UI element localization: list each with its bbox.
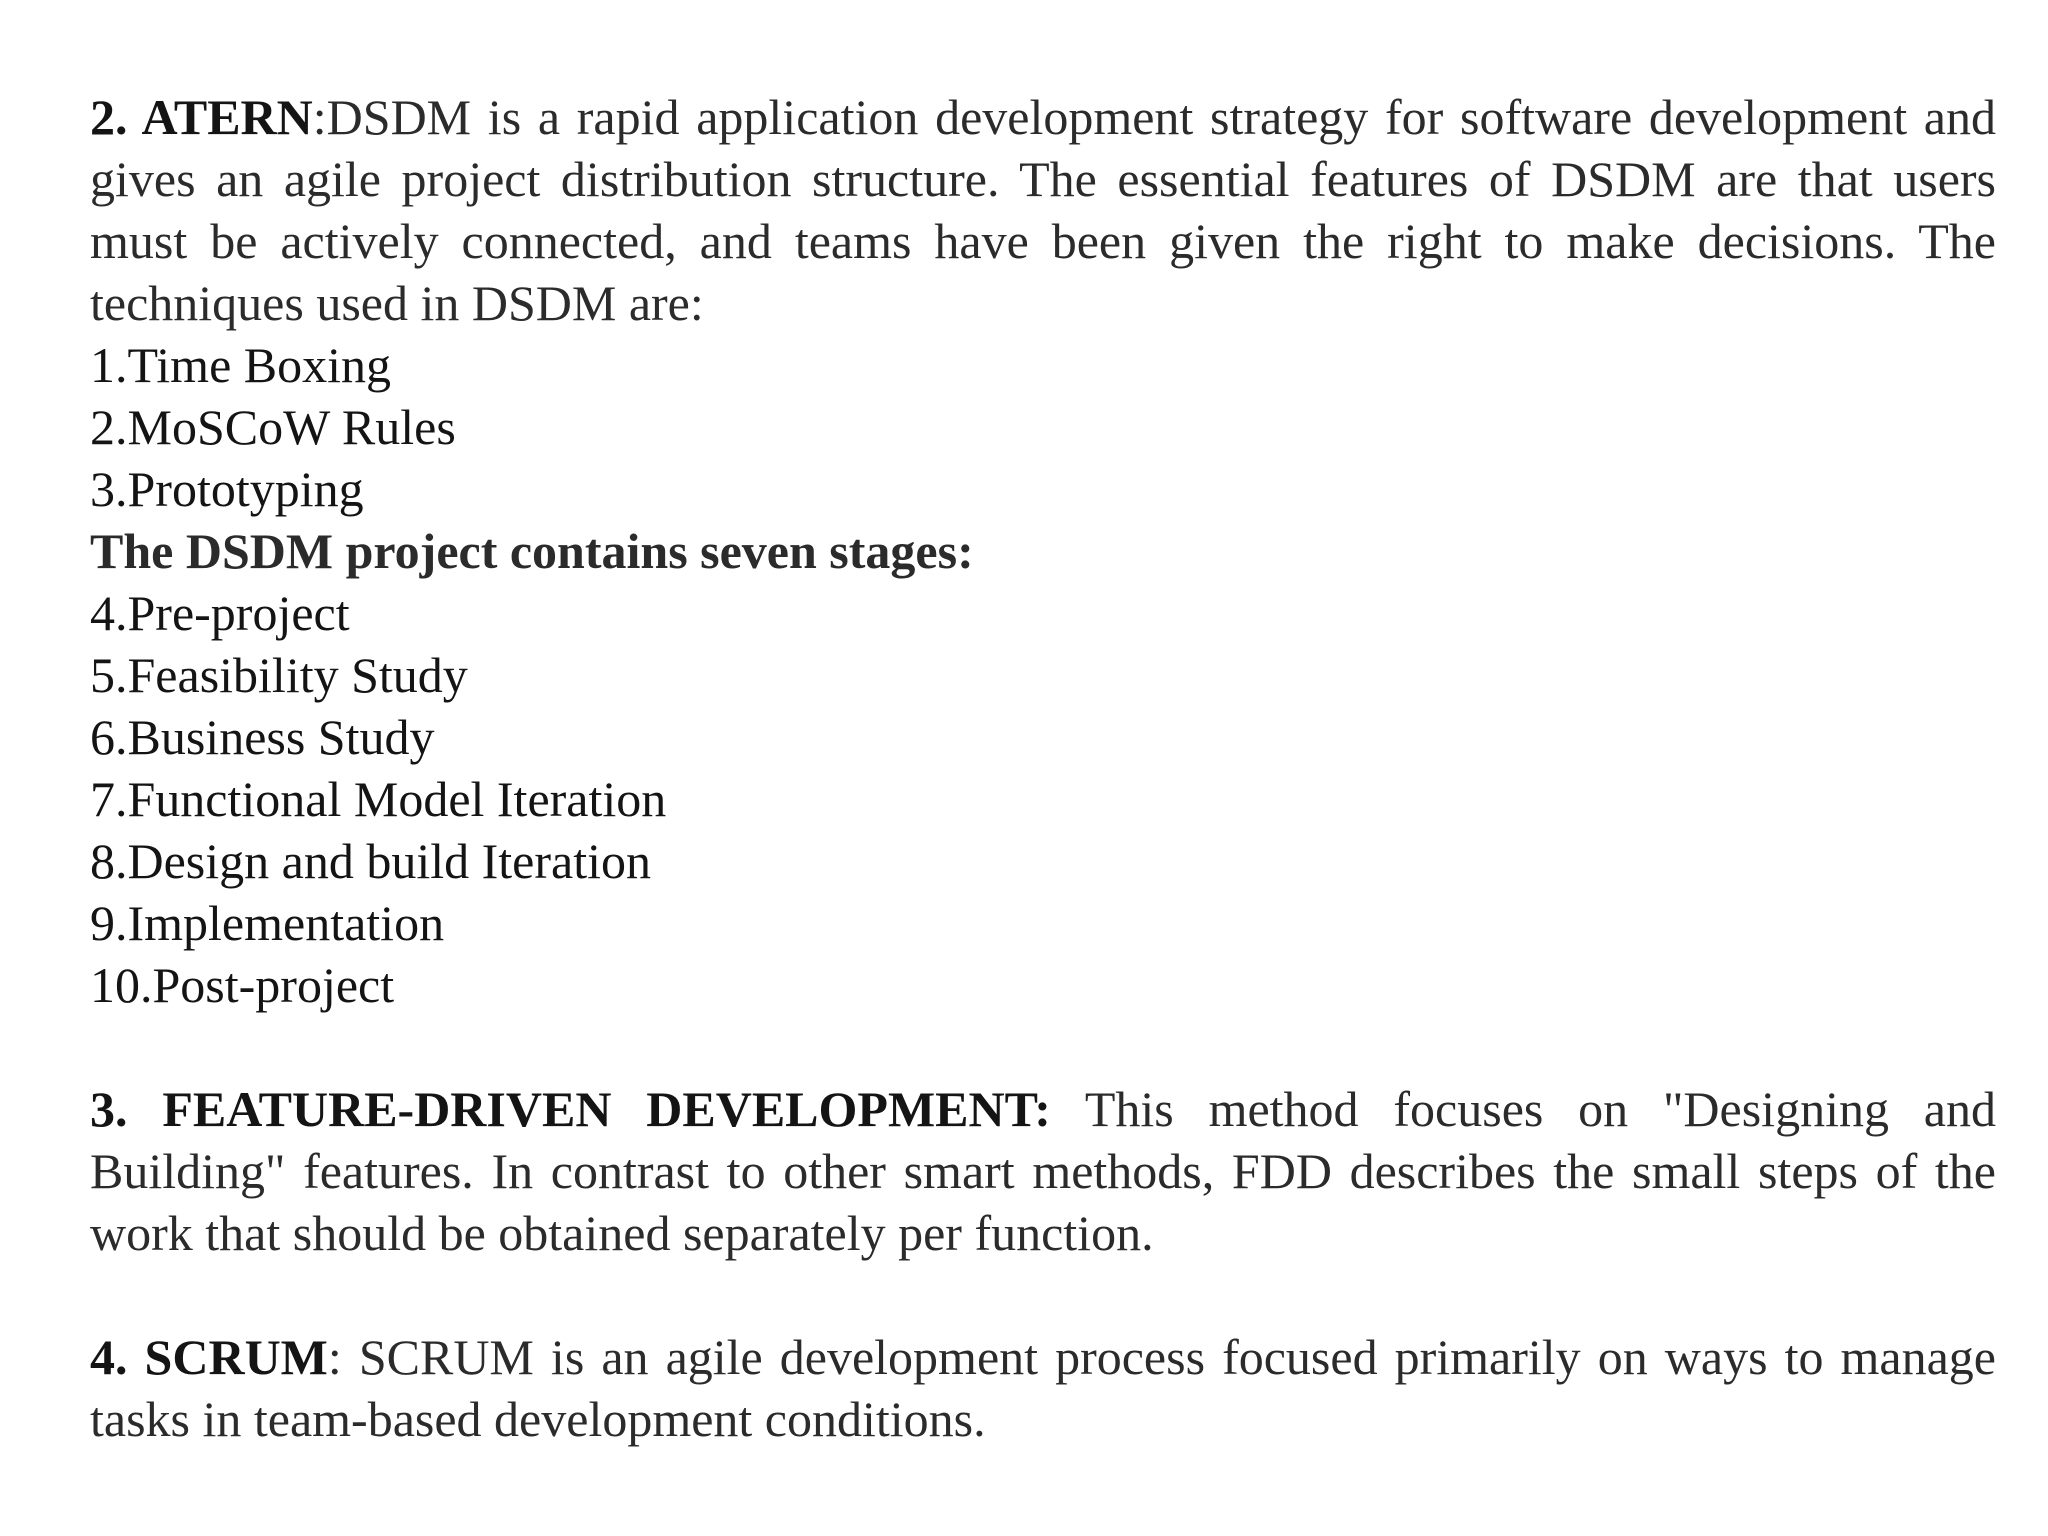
paragraph-spacer [90,1016,1996,1078]
document-body [90,86,1996,1450]
list-item: 10.Post-project [90,957,395,1013]
list-item: 1.Time Boxing [90,337,392,393]
atern-heading: 2. ATERN [90,89,313,145]
techniques-list [90,334,1996,520]
fdd-text: This method focuses on "Designing and Building" features. In contrast to other smart methods, FDD describes the small steps of the work that should be obtained separately per function. [90,1081,1996,1261]
fdd-heading: 3. FEATURE-DRIVEN DEVELOPMENT: [90,1081,1051,1137]
paragraph-spacer [90,1264,1996,1326]
fdd-paragraph [90,1078,1996,1264]
list-item: 4.Pre-project [90,585,350,641]
list-item: 9.Implementation [90,895,445,951]
list-item: 6.Business Study [90,709,435,765]
list-item: 3.Prototyping [90,461,364,517]
list-item: 2.MoSCoW Rules [90,399,456,455]
scrum-heading: 4. SCRUM [90,1329,328,1385]
list-item: 5.Feasibility Study [90,647,468,703]
list-item: 7.Functional Model Iteration [90,771,667,827]
list-item: 8.Design and build Iteration [90,833,651,889]
stages-heading: The DSDM project contains seven stages: [90,523,974,579]
atern-paragraph [90,86,1996,334]
atern-text: :DSDM is a rapid application development strategy for software development and gives an agile project distribution structure. The essential features of DSDM are that users must be actively connected, and teams have been given the right to make decisions. The techniques used in DSDM are: [90,89,1996,331]
stages-list [90,582,1996,1016]
scrum-text: : SCRUM is an agile development process focused primarily on ways to manage tasks in team-based development conditions. [90,1329,1996,1447]
scrum-paragraph [90,1326,1996,1450]
